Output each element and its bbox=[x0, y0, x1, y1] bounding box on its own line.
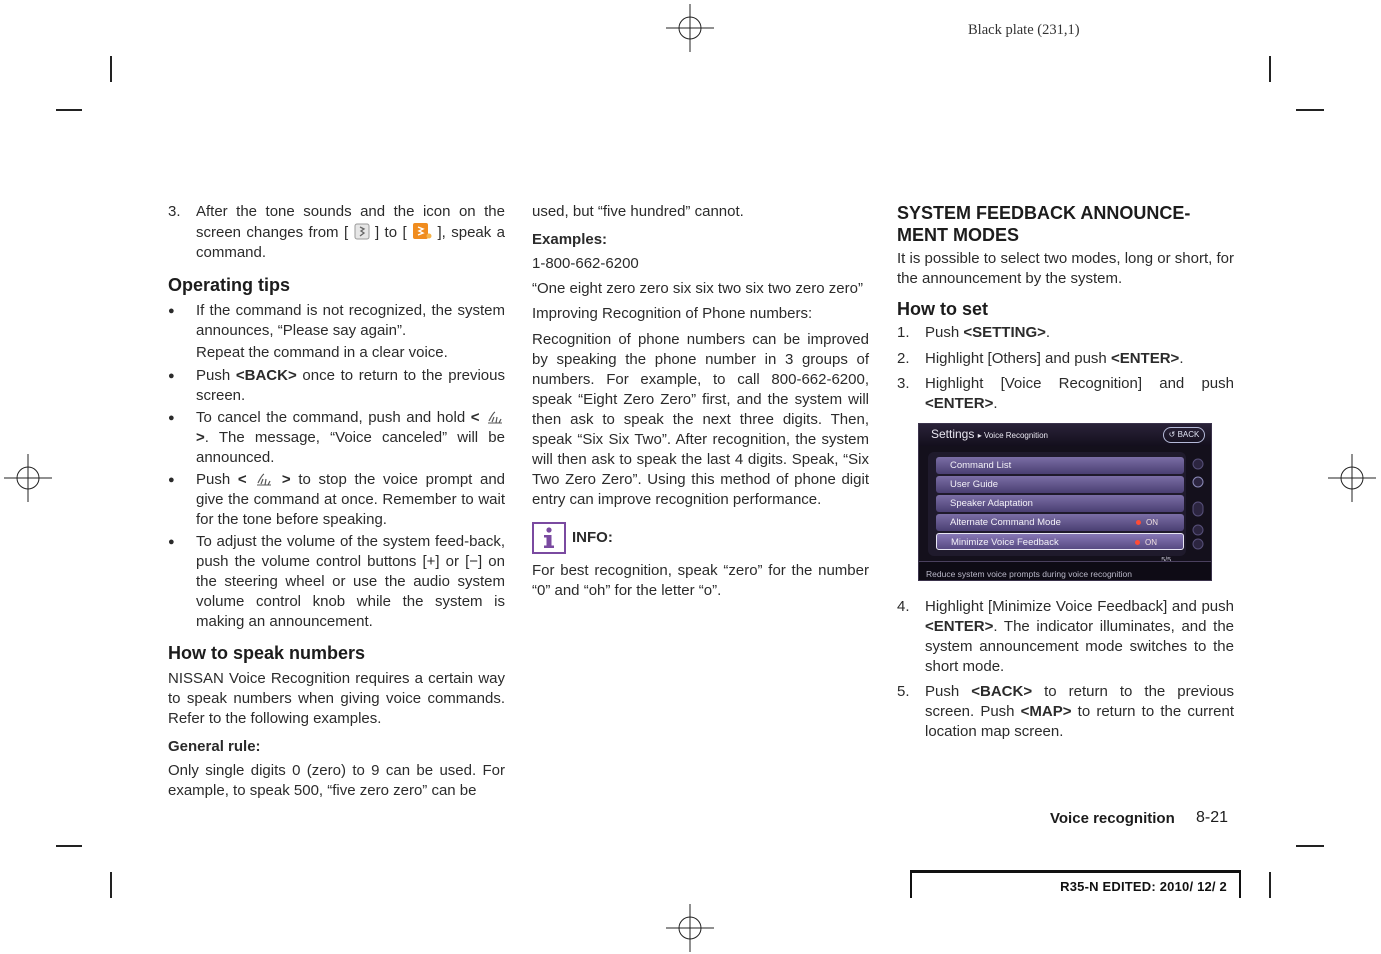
numbers-intro: NISSAN Voice Recognition requires a certain way to speak numbers when giving voice commands. Refer to the following examples. bbox=[168, 670, 505, 727]
step-text: . bbox=[993, 395, 998, 412]
step-2 bbox=[897, 349, 1234, 369]
crop-mark bbox=[56, 845, 82, 847]
list-item bbox=[168, 532, 505, 632]
step-text: Highlight [Minimize Voice Feedback] and push bbox=[925, 598, 1234, 615]
screen-back-button[interactable] bbox=[1163, 427, 1205, 443]
bullet-icon: ● bbox=[168, 536, 175, 548]
bullet-icon: ● bbox=[168, 412, 175, 424]
key-label: <ENTER> bbox=[925, 395, 994, 412]
step-1 bbox=[897, 323, 1234, 343]
tip-text: Repeat the command in a clear voice. bbox=[196, 344, 448, 361]
menu-item-label: Minimize Voice Feedback bbox=[951, 537, 1059, 548]
menu-item-label: User Guide bbox=[950, 479, 999, 490]
crop-mark bbox=[1296, 109, 1324, 111]
screen-menu-panel bbox=[928, 452, 1186, 556]
heading-system-feedback: SYSTEM FEEDBACK ANNOUNCE-MENT MODES bbox=[897, 203, 1191, 245]
mic-icon bbox=[485, 409, 505, 425]
step-number: 4. bbox=[897, 598, 910, 615]
tip-text: . The message, “Voice canceled” will be announced. bbox=[196, 429, 505, 466]
menu-item-speaker-adaptation[interactable] bbox=[936, 495, 1184, 512]
info-label: INFO: bbox=[572, 529, 613, 546]
step-3 bbox=[897, 374, 1234, 414]
general-rule-text: Only single digits 0 (zero) to 9 can be used. For example, to speak 500, “five zero zero” can be bbox=[168, 762, 505, 799]
list-item bbox=[168, 301, 505, 363]
heading-operating-tips: Operating tips bbox=[168, 275, 291, 295]
crop-mark bbox=[56, 109, 82, 111]
menu-item-label: Alternate Command Mode bbox=[950, 517, 1061, 528]
step-text: Highlight [Voice Recognition] and push bbox=[925, 375, 1234, 392]
registration-mark-icon bbox=[666, 904, 714, 952]
step-number: 3. bbox=[168, 203, 181, 220]
column-right-continued bbox=[897, 597, 1234, 742]
tip-text: Push bbox=[196, 471, 238, 488]
menu-item-command-list[interactable] bbox=[936, 457, 1184, 474]
registration-mark-icon bbox=[666, 4, 714, 52]
step-number: 2. bbox=[897, 350, 910, 367]
screen-description-bar bbox=[919, 561, 1211, 580]
info-block bbox=[532, 522, 869, 554]
indicator-dot-icon bbox=[1136, 520, 1141, 525]
screen-title bbox=[931, 426, 1048, 444]
key-label: <BACK> bbox=[235, 367, 297, 384]
tip-text: to stop the voice prompt and give the command at once. Remember to wait for the tone before speaking. bbox=[196, 471, 506, 528]
step-text: ], speak a command. bbox=[196, 224, 506, 261]
screen-description: Reduce system voice prompts during voice recognition bbox=[926, 569, 1132, 579]
heading-how-to-speak-numbers: How to speak numbers bbox=[168, 643, 366, 663]
column-middle bbox=[532, 202, 869, 601]
crop-mark bbox=[1296, 845, 1324, 847]
bullet-icon: ● bbox=[168, 474, 175, 486]
menu-item-alternate-command-mode[interactable] bbox=[936, 514, 1184, 531]
indicator bbox=[1135, 534, 1157, 551]
tip-text: To adjust the volume of the system feed-back, push the volume control buttons [+] or [−] on the steering wheel or use the audio system volume control knob while the system is making an announcement. bbox=[196, 533, 505, 630]
system-intro: It is possible to select two modes, long or short, for the announcement by the system. bbox=[897, 250, 1234, 287]
scroll-knob-icon[interactable] bbox=[1191, 458, 1205, 550]
indicator bbox=[1136, 514, 1158, 531]
indicator-dot-icon bbox=[1135, 540, 1140, 545]
menu-item-minimize-voice-feedback[interactable] bbox=[936, 533, 1184, 550]
column-left bbox=[168, 202, 505, 801]
key-label: <ENTER> bbox=[1110, 350, 1180, 367]
footer-page-number: 8-21 bbox=[1196, 809, 1229, 826]
step-text: to return to the current location map screen. bbox=[925, 703, 1234, 740]
bullet-icon: ● bbox=[168, 370, 175, 382]
step-4 bbox=[897, 597, 1234, 677]
bullet-icon: ● bbox=[168, 305, 175, 317]
examples-heading: Examples: bbox=[532, 231, 608, 248]
back-label: BACK bbox=[1177, 430, 1200, 439]
example-number: 1-800-662-6200 bbox=[532, 255, 639, 272]
step-number: 1. bbox=[897, 324, 910, 341]
crop-mark bbox=[1269, 872, 1271, 898]
crop-mark bbox=[110, 872, 112, 898]
list-item bbox=[168, 366, 505, 406]
screen-header bbox=[919, 424, 1211, 446]
recognition-text: Recognition of phone numbers can be improved by speaking the phone number in 3 groups of numbers. For example, to call 800-662-6200, speak “Eight Zero Zero” first, and the system will then ask to speak the next three digits. Then, speak “Six Six Two”. After recognition, the system will then ask to speak the last 4 digits. Speak, “Six Two Zero Zero”. Using this method of phone digit entry can improve recognition performance. bbox=[532, 331, 869, 508]
improving-heading: Improving Recognition of Phone numbers: bbox=[532, 305, 813, 322]
key-label: > bbox=[281, 471, 291, 488]
list-item bbox=[168, 408, 505, 468]
menu-item-label: Speaker Adaptation bbox=[950, 498, 1033, 509]
example-spoken: “One eight zero zero six six two six two zero zero” bbox=[532, 280, 863, 297]
tip-text: Push bbox=[196, 367, 236, 384]
step-text: to return to the previous screen. Push bbox=[925, 683, 1235, 720]
mic-icon bbox=[254, 471, 274, 487]
key-label: < bbox=[237, 471, 247, 488]
indicator-label: ON bbox=[1145, 538, 1157, 547]
screen-title-text: Settings bbox=[931, 427, 975, 441]
crop-mark bbox=[1269, 56, 1271, 82]
tip-text: To cancel the command, push and hold bbox=[196, 409, 471, 426]
talk-icon-gray bbox=[354, 223, 370, 240]
tip-text: If the command is not recognized, the system announces, “Please say again”. bbox=[196, 302, 505, 339]
step-text: Push bbox=[925, 683, 972, 700]
menu-item-user-guide[interactable] bbox=[936, 476, 1184, 493]
step-text: Push bbox=[925, 324, 964, 341]
step-text: ] to [ bbox=[374, 224, 407, 241]
step-text: . bbox=[1045, 324, 1051, 341]
back-arrow-icon: ↺ bbox=[1168, 430, 1176, 439]
step-text: . The indicator illuminates, and the system announcement mode switches to the short mode. bbox=[925, 618, 1234, 675]
step-number: 5. bbox=[897, 683, 910, 700]
settings-screenshot bbox=[918, 423, 1212, 581]
column-right bbox=[897, 202, 1234, 414]
key-label: <SETTING> bbox=[963, 324, 1046, 341]
step-text: Highlight [Others] and push bbox=[925, 350, 1111, 367]
key-label: <BACK> bbox=[971, 683, 1033, 700]
info-icon bbox=[532, 522, 566, 554]
plate-label: Black plate (231,1) bbox=[968, 22, 1080, 38]
key-label: > bbox=[196, 429, 205, 446]
crop-mark bbox=[110, 56, 112, 82]
footer-section-title: Voice recognition bbox=[1050, 810, 1175, 827]
step-text: After the tone sounds and the icon on the screen changes from [ bbox=[196, 203, 505, 241]
registration-mark-icon bbox=[1328, 454, 1376, 502]
step-number: 3. bbox=[897, 375, 910, 392]
edited-text: R35-N EDITED: 2010/ 12/ 2 bbox=[1060, 879, 1227, 894]
heading-how-to-set: How to set bbox=[897, 299, 989, 319]
key-label: < bbox=[470, 409, 480, 426]
key-label: <ENTER> bbox=[925, 618, 994, 635]
info-text: For best recognition, speak “zero” for the number “0” and “oh” for the letter “o”. bbox=[532, 562, 869, 599]
screen-breadcrumb: ▸ Voice Recognition bbox=[977, 431, 1048, 440]
indicator-label: ON bbox=[1146, 518, 1158, 527]
list-item bbox=[168, 470, 505, 530]
edited-stamp bbox=[910, 870, 1241, 898]
tip-text: once to return to the previous screen. bbox=[196, 367, 505, 404]
step-5 bbox=[897, 682, 1234, 742]
general-rule-heading: General rule: bbox=[168, 738, 261, 755]
continued-text: used, but “five hundred” cannot. bbox=[532, 203, 744, 220]
talk-icon-orange bbox=[412, 222, 432, 240]
step-text: . bbox=[1179, 350, 1184, 367]
step-3 bbox=[168, 202, 505, 263]
registration-mark-icon bbox=[4, 454, 52, 502]
key-label: <MAP> bbox=[1020, 703, 1072, 720]
menu-item-label: Command List bbox=[950, 460, 1012, 471]
